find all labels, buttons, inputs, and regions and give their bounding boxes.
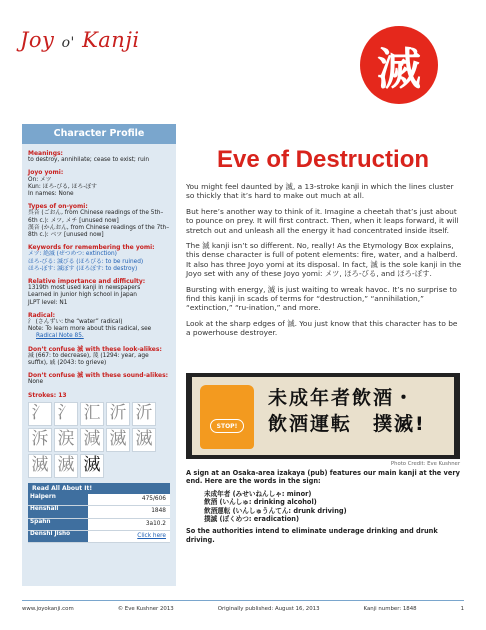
- stop-label: STOP!: [210, 419, 244, 433]
- main-kanji-badge: 滅: [360, 26, 438, 104]
- sign-line-1: 未成年者飲酒・: [268, 387, 416, 409]
- yomi-section: [28, 169, 170, 198]
- book-row: [28, 506, 170, 518]
- footer-site-link[interactable]: www.joyokanji.com: [22, 605, 74, 612]
- strokes-section: [28, 392, 170, 478]
- confuse-look-section: [28, 346, 170, 368]
- on-yomi: On: メツ: [28, 176, 52, 183]
- stroke-step: 氵: [54, 402, 78, 426]
- importance-title: Relative importance and difficulty:: [28, 278, 146, 286]
- stroke-step: 減: [80, 428, 104, 452]
- paragraph-1: You might feel daunted by 滅, a 13-stroke kanji in which the lines cluster so thickly that it’s hard to make out much at all.: [186, 182, 454, 201]
- stroke-step: 沂: [132, 402, 156, 426]
- stroke-step: 滅: [54, 454, 78, 478]
- book-row[interactable]: [28, 531, 170, 543]
- logo-text: [20, 28, 140, 52]
- keyword-1: メツ: 絶滅 (ぜつめつ: extinction): [28, 251, 117, 258]
- sign-word: 撲滅 (ぼくめつ: eradication): [204, 515, 299, 524]
- footer-published: Originally published: August 16, 2013: [217, 605, 320, 612]
- profile-heading: Character Profile: [22, 124, 176, 144]
- read-all-table: [28, 483, 170, 543]
- types-kan-on: 漢音 (かんおん, from Chinese readings of the 7th–8th c.): ベツ [unused now]: [28, 224, 170, 239]
- stroke-step: 涙: [54, 428, 78, 452]
- page-title: Eve of Destruction: [216, 146, 430, 173]
- importance-grade: Learned in junior high school in Japan: [28, 292, 137, 299]
- names-yomi: In names: None: [28, 191, 74, 198]
- paragraph-2: But here’s another way to think of it. Imagine a cheetah that’s just about to pounce on prey. It will first contract. Then, when it leaps forward, it will stretch out and unleash all the energy it had concentrated inside itself.: [186, 206, 459, 235]
- sign-line-2: 飲酒運転 撲滅!: [268, 413, 426, 435]
- paragraph-5: Look at the sharp edges of 滅. You just know that this character has to be a powerhouse destroyer.: [186, 318, 458, 338]
- book-name: Henshall: [28, 506, 88, 517]
- book-name: Denshi Jisho: [28, 531, 88, 542]
- book-name: Halpern: [28, 494, 88, 505]
- stroke-step: 汇: [80, 402, 104, 426]
- read-all-heading: Read All About It!: [28, 483, 170, 494]
- yomi-title: Joyo yomi:: [28, 169, 64, 177]
- page-footer: [22, 600, 464, 616]
- book-value: 1848: [151, 508, 166, 515]
- article-body: [186, 182, 462, 344]
- character-profile-sidebar: [22, 124, 176, 586]
- stroke-step: 滅: [132, 428, 156, 452]
- confuse-look-text: 減 (667: to decrease), 蔑 (1294: year, age suffix), 戚 (2043: to grieve): [28, 352, 149, 367]
- meanings-text: to destroy, annihilate; cease to exist; ruin: [28, 157, 150, 164]
- logo-word-kanji: Kanji: [82, 28, 140, 52]
- types-go-on: 呉音 (ごおん, from Chinese readings of the 5th–6th c.): メツ, メチ [unused now]: [28, 210, 164, 224]
- stroke-step: 滅: [28, 454, 52, 478]
- logo-word-o: o': [61, 35, 75, 51]
- book-row: [28, 494, 170, 506]
- paragraph-4: Bursting with energy, 滅 is just waiting to wreak havoc. It’s no surprise to find this kanji in scads of terms for “destruction,” “annihilation,” “extinction,” “ru-ination,” and more.: [186, 284, 457, 313]
- confuse-sound-section: [28, 372, 170, 386]
- book-name: Spahn: [28, 519, 88, 530]
- caption-closing: So the authorities intend to eliminate underage drinking and drunk driving.: [186, 527, 438, 544]
- stroke-step: 滅: [80, 454, 104, 478]
- keywords-section: [28, 244, 170, 273]
- logo-word-joy: Joy: [20, 28, 55, 52]
- kun-yomi: Kun: ほろ-びる, ほろ-ぼす: [28, 183, 97, 190]
- keyword-3: ほろ-ぼす: 滅ぼす (ほろぼす: to destroy): [28, 265, 138, 272]
- stroke-step: 滅: [106, 428, 130, 452]
- sign-word: 未成年者 (みせいねんしゃ: minor): [204, 489, 312, 498]
- logo: [20, 28, 160, 88]
- confuse-sound-text: None: [28, 379, 44, 386]
- photo-caption: [186, 469, 466, 544]
- footer-copyright: © Eve Kushner 2013: [117, 605, 174, 612]
- paragraph-3: The 滅 kanji isn’t so different. No, really! As the Etymology Box explains, this dense character is full of potent elements: fire, water, and a halberd. It also has three Joyo yomi at its disposal. In fact, 滅 is the sole kanji in the Joyo set with any of these Joyo yomi: メツ, ほろ-びる, and ほろ-ぼす.: [186, 241, 462, 279]
- footer-page-number: 1: [460, 605, 464, 612]
- radical-title: Radical:: [28, 311, 56, 319]
- importance-section: [28, 278, 170, 307]
- sign-text: [268, 385, 426, 437]
- sign-photo: [186, 373, 460, 459]
- importance-rank: 1319th most used kanji in newspapers: [28, 285, 141, 292]
- types-section: [28, 203, 170, 239]
- types-title: Types of on-yomi:: [28, 203, 88, 211]
- confuse-look-title: Don’t confuse 滅 with these look-alikes:: [28, 345, 162, 353]
- book-value: 475/606: [141, 496, 166, 503]
- radical-note-link[interactable]: Radical Note 85.: [36, 333, 84, 340]
- photo-credit: Photo Credit: Eve Kushner: [390, 461, 460, 467]
- stroke-order-grid: [28, 402, 170, 478]
- confuse-sound-title: Don’t confuse 滅 with these sound-alikes:: [28, 372, 169, 380]
- book-value: 3a10.2: [145, 520, 166, 527]
- stroke-step: 泝: [28, 428, 52, 452]
- radical-section: [28, 312, 170, 341]
- strokes-title: Strokes: 13: [28, 391, 67, 399]
- sign-words-list: [204, 490, 466, 524]
- keywords-title: Keywords for remembering the yomi:: [28, 244, 155, 252]
- meanings-title: Meanings:: [28, 150, 63, 157]
- keyword-2: ほろ-びる: 滅びる (ほろびる: to be ruined): [28, 258, 144, 265]
- book-value[interactable]: Click here: [137, 532, 166, 539]
- stroke-step: 沂: [106, 402, 130, 426]
- sign-word: 飲酒 (いんしゅ: drinking alcohol): [204, 498, 317, 507]
- jlpt-level: JLPT level: N1: [28, 299, 68, 306]
- stop-hand-icon: [200, 385, 254, 449]
- caption-text: A sign at an Osaka-area izakaya (pub) features our main kanji at the very end. Here are the words in the sign:: [186, 469, 460, 486]
- book-row: [28, 519, 170, 531]
- radical-text: 氵 (さんずい: the “water” radical): [28, 319, 123, 326]
- meanings-section: [28, 150, 170, 164]
- radical-note: Note: To learn more about this radical, see: [28, 326, 152, 333]
- sign-word: 飲酒運転 (いんしゅうんてん: drunk driving): [204, 506, 347, 515]
- footer-kanji-number: Kanji number: 1848: [363, 605, 417, 612]
- stroke-step: 氵: [28, 402, 52, 426]
